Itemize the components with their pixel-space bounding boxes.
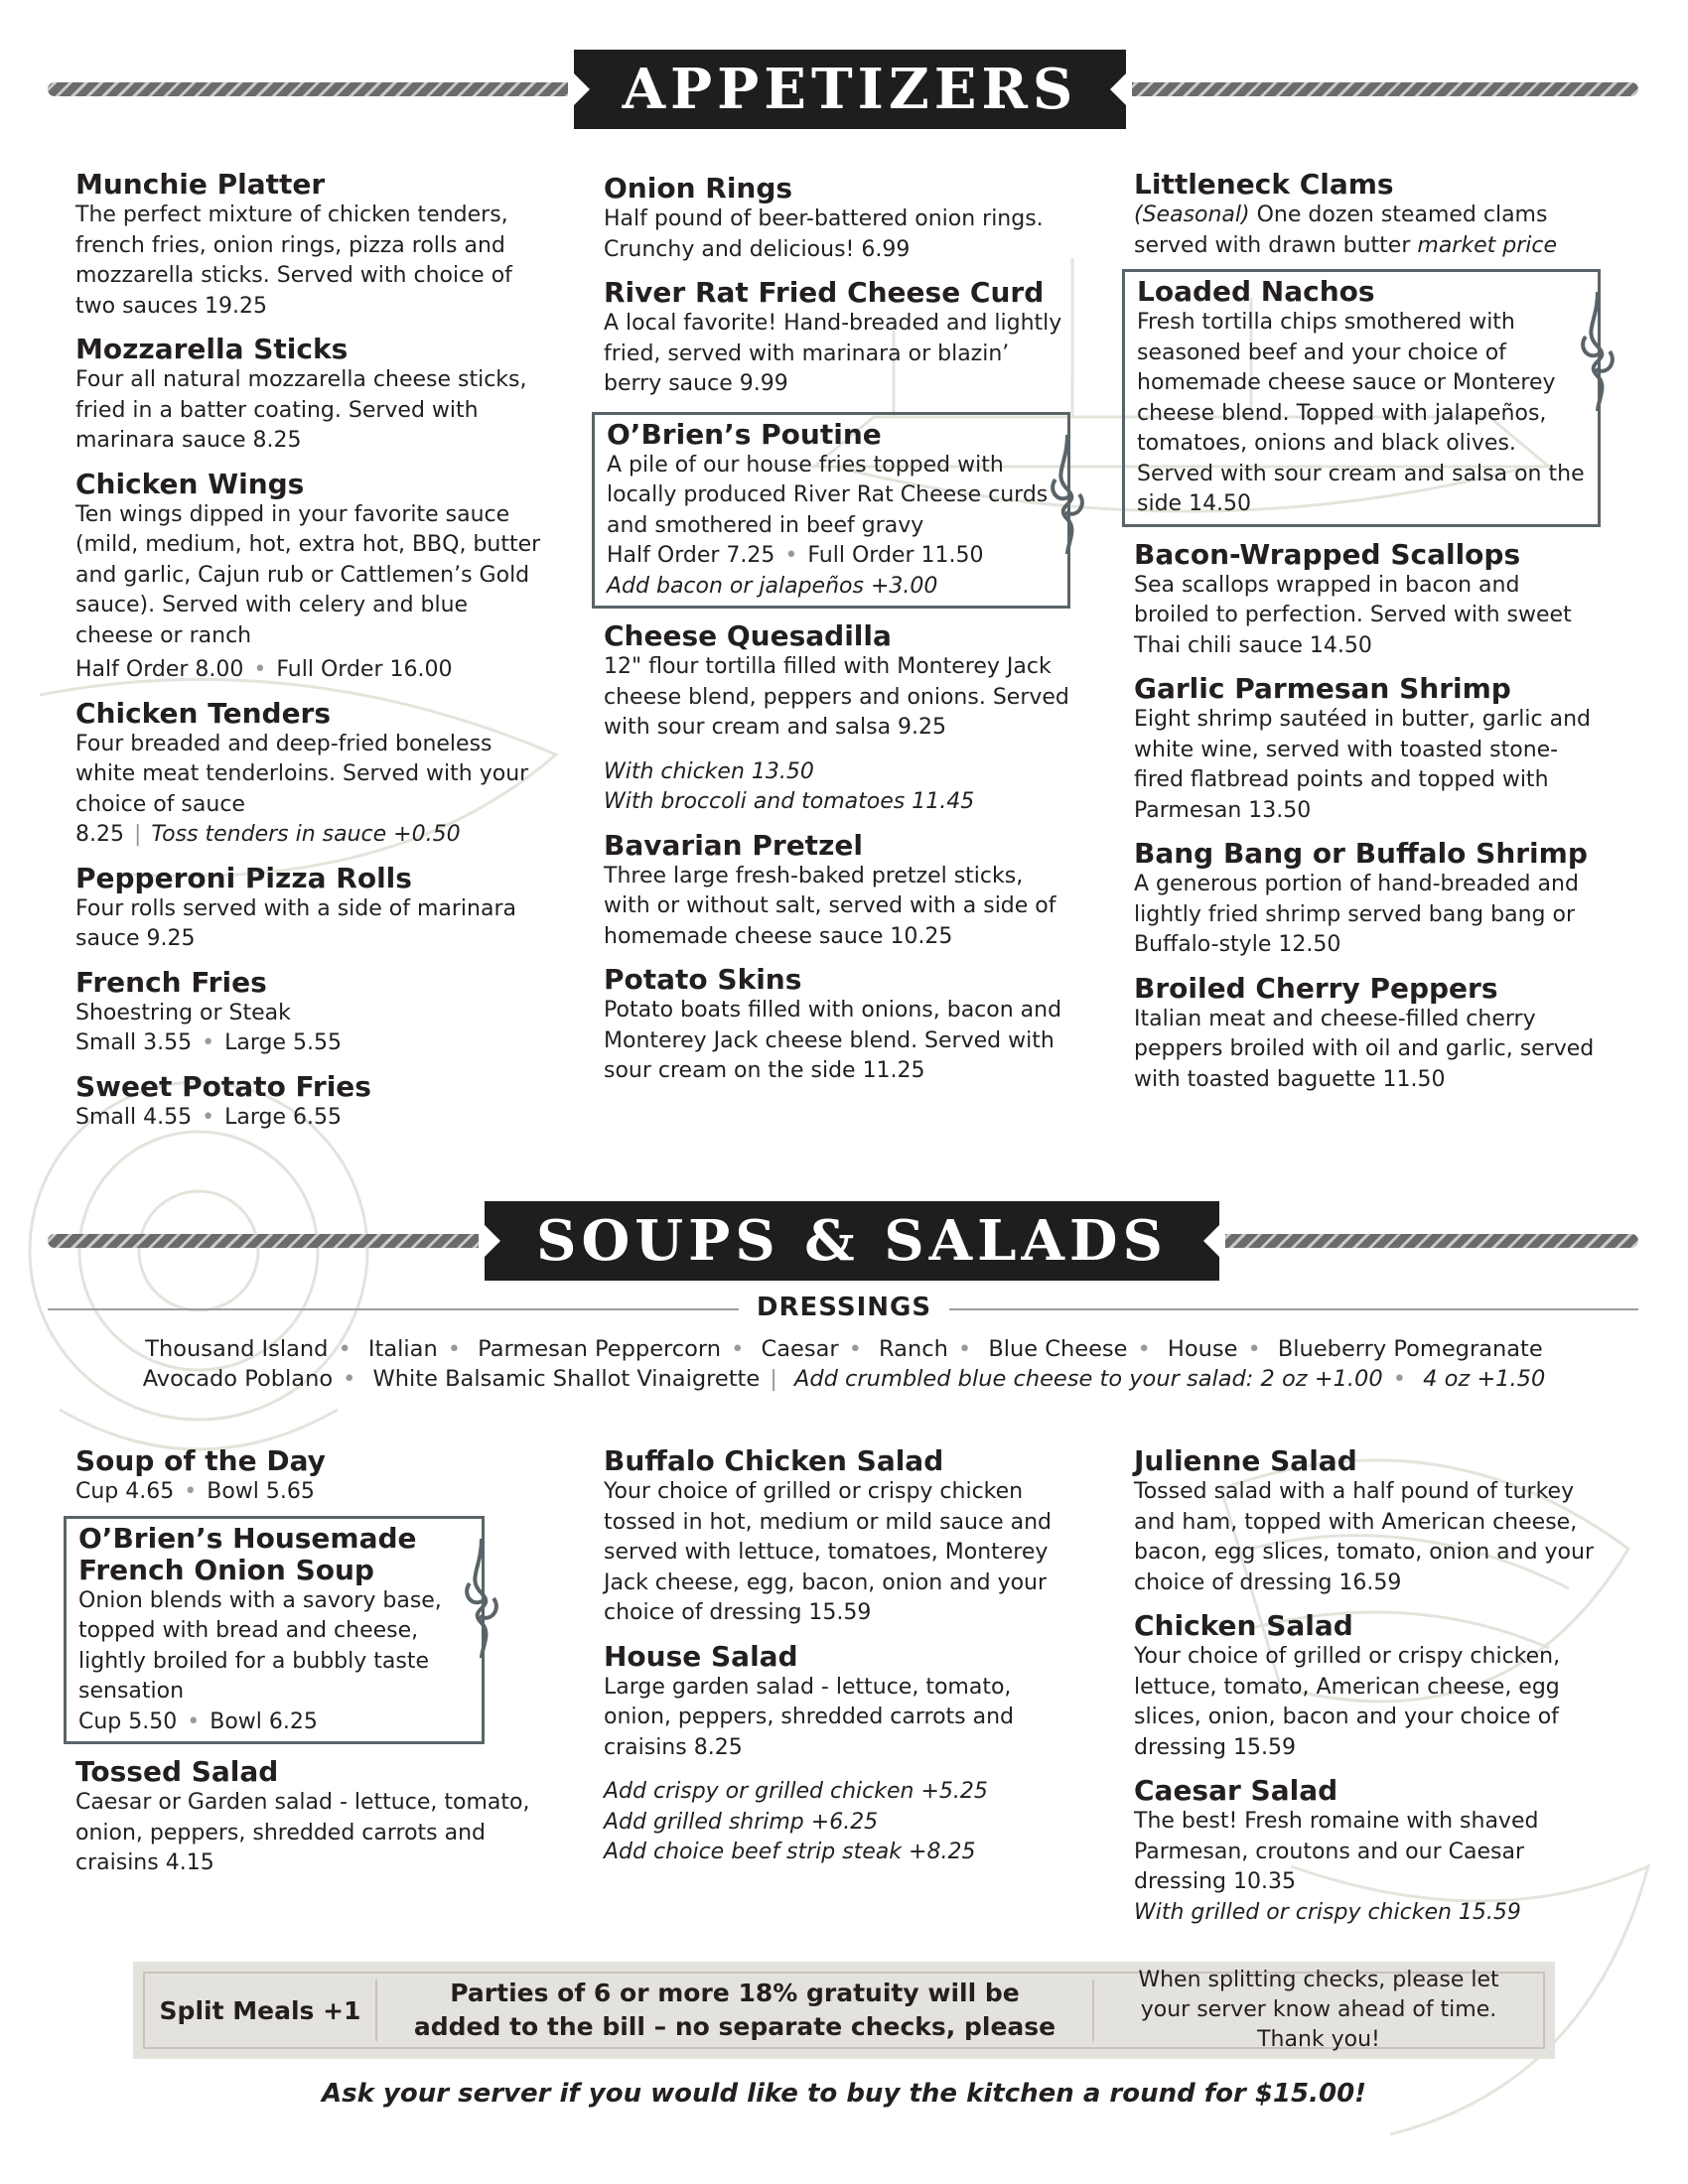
item-name: Bang Bang or Buffalo Shrimp — [1134, 837, 1588, 870]
large-price: Large 5.55 — [224, 1030, 342, 1055]
full-price: Full Order 16.00 — [276, 657, 453, 682]
item-desc: 12" flour tortilla filled with Monterey Jack cheese blend, peppers and onions. Served with sour cream and salsa 9.25 — [604, 654, 1069, 740]
item-prices: Small 4.55 • Large 6.55 — [75, 1104, 342, 1130]
item-name: Chicken Salad — [1134, 1609, 1353, 1642]
dressings-row-2: Avocado Poblano • White Balsamic Shallot Vinaigrette | Add crumbled blue cheese to your salad: 2 oz +1.00 • 4 oz +1.50 — [142, 1366, 1546, 1392]
item-name: Caesar Salad — [1134, 1774, 1338, 1807]
appetizers-banner-row — [48, 50, 1638, 129]
item-name: Munchie Platter — [75, 168, 326, 201]
menu-item — [604, 277, 1070, 400]
dressings-row-1: Thousand Island • Italian • Parmesan Peppercorn • Caesar • Ranch • Blue Cheese • House • Blueberry Pomegranate — [145, 1336, 1543, 1362]
item-name: Garlic Parmesan Shrimp — [1134, 672, 1511, 705]
appetizers-heading: APPETIZERS — [574, 50, 1126, 129]
item-desc: A pile of our house fries topped with locally produced River Rat Cheese curds and smothered in beef gravy — [607, 452, 1049, 538]
item-desc: Three large fresh-baked pretzel sticks, with or without salt, served with a side of homemade cheese sauce 10.25 — [604, 863, 1056, 949]
dressing: House — [1167, 1336, 1238, 1362]
dressing: Blueberry Pomegranate — [1277, 1336, 1543, 1362]
item-desc: Ten wings dipped in your favorite sauce (mild, medium, hot, extra hot, BBQ, butter and garlic, Cajun rub or Cattlemen’s Gold sauce). Served with celery and blue cheese or ranch — [75, 501, 541, 648]
item-prices: Half Order 7.25 • Full Order 11.50 — [607, 543, 984, 568]
rope-knot-icon — [1048, 435, 1087, 554]
dressing: Avocado Poblano — [142, 1366, 334, 1392]
item-desc: Onion blends with a savory base, topped with bread and cheese, lightly broiled for a bubbly taste sensation — [78, 1587, 442, 1704]
menu-item — [604, 1445, 1070, 1629]
item-desc: Italian meat and cheese-filled cherry peppers broiled with oil and garlic, served with toasted baguette 11.50 — [1134, 1006, 1595, 1092]
small-price: Small 3.55 — [75, 1030, 193, 1055]
add-on: With grilled or crispy chicken 15.59 — [1134, 1899, 1521, 1925]
clams-desc: One dozen steamed clams served with drawn butter — [1134, 203, 1548, 258]
menu-item — [604, 964, 1070, 1087]
kitchen-round-note: Ask your server if you would like to buy the kitchen a round for $15.00! — [321, 2079, 1367, 2109]
policy-box — [133, 1962, 1555, 2059]
menu-item — [75, 469, 542, 686]
cup-price: Cup 5.50 — [78, 1708, 178, 1734]
soups-column-2 — [604, 1445, 1070, 1880]
full-price: Full Order 11.50 — [807, 543, 984, 568]
half-price: Half Order 7.25 — [607, 543, 775, 568]
soups-column-1 — [75, 1445, 542, 1891]
item-prices: Small 3.55 • Large 5.55 — [75, 1030, 342, 1055]
item-name: Sweet Potato Fries — [75, 1069, 371, 1103]
item-desc: Your choice of grilled or crispy chicken tossed in hot, medium or mild sauce and served with lettuce, tomatoes, Monterey Jack cheese, egg, bacon, onion and your choice of dressing 15.59 — [604, 1479, 1052, 1625]
item-desc — [1134, 201, 1601, 261]
dressing-addon: 4 oz +1.50 — [1423, 1366, 1546, 1392]
item-desc: A local favorite! Hand-breaded and lightly fried, served with marinara or blazin’ berry sauce 9.99 — [604, 311, 1062, 396]
featured-item-box — [1122, 269, 1601, 527]
item-desc: Four all natural mozzarella cheese sticks, fried in a batter coating. Served with marinara sauce 8.25 — [75, 367, 527, 453]
splitting-notice — [1094, 1968, 1543, 2052]
menu-item — [604, 620, 1070, 818]
bowl-price: Bowl 6.25 — [210, 1708, 318, 1734]
item-name: Mozzarella Sticks — [75, 333, 349, 365]
item-desc: The perfect mixture of chicken tenders, french fries, onion rings, pizza rolls and mozzarella sticks. Served with choice of two sauces 19.25 — [75, 203, 512, 319]
dressing: Blue Cheese — [988, 1336, 1128, 1362]
menu-item — [75, 698, 542, 851]
item-name: Loaded Nachos — [1137, 275, 1375, 308]
add-on: Add crispy or grilled chicken +5.25 — [604, 1779, 988, 1804]
add-on: Add grilled shrimp +6.25 — [604, 1809, 879, 1835]
menu-item — [75, 967, 542, 1059]
menu-item — [75, 334, 542, 457]
item-name: O’Brien’s Poutine — [607, 417, 882, 451]
appetizers-column-1 — [75, 169, 542, 1145]
item-option: With chicken 13.50 — [604, 758, 814, 784]
rope-knot-icon — [1578, 292, 1618, 411]
appetizers-column-2 — [604, 173, 1070, 1099]
item-desc: Four rolls served with a side of marinara sauce 9.25 — [75, 895, 516, 951]
large-price: Large 6.55 — [224, 1104, 342, 1130]
dressing: Thousand Island — [145, 1336, 329, 1362]
menu-item — [75, 169, 542, 322]
item-name: Buffalo Chicken Salad — [604, 1444, 944, 1477]
soups-salads-heading: SOUPS & SALADS — [485, 1201, 1219, 1281]
gratuity-notice — [377, 1974, 1092, 2047]
item-desc: Sea scallops wrapped in bacon and broiled to perfection. Served with sweet Thai chili sauce 14.50 — [1134, 572, 1572, 658]
dressing: Ranch — [879, 1336, 948, 1362]
item-name: Soup of the Day — [75, 1444, 326, 1477]
menu-item — [1134, 1445, 1601, 1598]
item-desc: Half pound of beer-battered onion rings. Crunchy and delicious! 6.99 — [604, 206, 1044, 262]
menu-item — [604, 830, 1070, 953]
item-name: O’Brien’s Housemade French Onion Soup — [78, 1521, 417, 1586]
add-on: Add choice beef strip steak +8.25 — [604, 1840, 976, 1864]
item-prices: Cup 5.50 • Bowl 6.25 — [78, 1708, 318, 1734]
item-name: Broiled Cherry Peppers — [1134, 971, 1498, 1005]
gratuity-text: Parties of 6 or more 18% gratuity will be added to the bill – no separate checks, please — [413, 1979, 1056, 2041]
dressing: Caesar — [761, 1336, 839, 1362]
item-name: Potato Skins — [604, 963, 802, 996]
soups-column-3 — [1134, 1445, 1601, 1940]
add-on: Toss tenders in sauce +0.50 — [151, 822, 461, 847]
item-desc: Large garden salad - lettuce, tomato, onion, peppers, shredded carrots and craisins 8.25 — [604, 1674, 1015, 1760]
item-desc: A generous portion of hand-breaded and lightly fried shrimp served bang bang or Buffalo-style 12.50 — [1134, 872, 1579, 957]
menu-item — [75, 863, 542, 955]
item-name: Julienne Salad — [1134, 1444, 1357, 1477]
item-desc: Potato boats filled with onions, bacon and Monterey Jack cheese blend. Served with sour cream on the side 11.25 — [604, 998, 1062, 1083]
splitting-text: When splitting checks, please let your server know ahead of time. Thank you! — [1138, 1968, 1499, 2052]
menu-item — [1134, 1610, 1601, 1763]
dressing: Parmesan Peppercorn — [478, 1336, 722, 1362]
item-prices: Half Order 8.00 • Full Order 16.00 — [75, 657, 453, 682]
price: 8.25 — [75, 822, 124, 847]
menu-item — [75, 1445, 542, 1508]
item-desc: Eight shrimp sautéed in butter, garlic and white wine, served with toasted stone-fired flatbread points and topped with Parmesan 13.50 — [1134, 707, 1592, 823]
item-option: With broccoli and tomatoes 11.45 — [604, 789, 975, 814]
half-price: Half Order 8.00 — [75, 657, 244, 682]
menu-item — [1134, 673, 1601, 826]
add-on: Add bacon or jalapeños +3.00 — [607, 573, 938, 599]
menu-item — [75, 1756, 542, 1879]
policy-box-inner — [143, 1968, 1545, 2052]
menu-item — [1134, 539, 1601, 662]
menu-item — [75, 1071, 542, 1134]
item-name: River Rat Fried Cheese Curd — [604, 276, 1045, 309]
dressings-title-text: DRESSINGS — [739, 1293, 949, 1322]
menu-item — [604, 1641, 1070, 1868]
item-desc: Four breaded and deep-fried boneless white meat tenderloins. Served with your choice of sauce — [75, 731, 529, 817]
menu-item — [1134, 169, 1601, 261]
item-desc: The best! Fresh romaine with shaved Parmesan, croutons and our Caesar dressing 10.35 — [1134, 1809, 1539, 1894]
split-meals — [145, 1974, 375, 2047]
item-desc: Fresh tortilla chips smothered with seasoned beef and your choice of homemade cheese sauce or Monterey cheese blend. Topped with jalapeños, tomatoes, onions and black olives. Served with sour cream and salsa on the side 14.50 — [1137, 310, 1585, 516]
item-name: Chicken Wings — [75, 467, 305, 500]
appetizers-column-3 — [1134, 169, 1601, 1107]
small-price: Small 4.55 — [75, 1104, 193, 1130]
soups-salads-banner-row — [48, 1201, 1638, 1281]
item-name: Tossed Salad — [75, 1755, 279, 1788]
menu-item — [604, 173, 1070, 265]
item-desc: Shoestring or Steak — [75, 1000, 291, 1025]
item-name: Littleneck Clams — [1134, 168, 1394, 201]
item-name: Bavarian Pretzel — [604, 828, 863, 862]
item-name: Onion Rings — [604, 172, 793, 205]
item-name: Chicken Tenders — [75, 696, 332, 730]
item-desc: Your choice of grilled or crispy chicken, lettuce, tomato, American cheese, egg slices, onion, bacon and your choice of dressing 15.59 — [1134, 1644, 1561, 1760]
dressings-title — [0, 1293, 1688, 1322]
item-name: Cheese Quesadilla — [604, 619, 892, 652]
item-desc: Caesar or Garden salad - lettuce, tomato, onion, peppers, shredded carrots and craisins 4.15 — [75, 1790, 530, 1875]
dressing: White Balsamic Shallot Vinaigrette — [372, 1366, 761, 1392]
item-name: Pepperoni Pizza Rolls — [75, 861, 412, 894]
item-name: House Salad — [604, 1639, 798, 1673]
item-prices: Cup 4.65 • Bowl 5.65 — [75, 1479, 315, 1504]
split-meals-text: Split Meals +1 — [159, 1995, 361, 2025]
seasonal-tag: (Seasonal) — [1134, 203, 1250, 227]
item-prices: 8.25 | Toss tenders in sauce +0.50 — [75, 822, 461, 847]
menu-item — [1134, 973, 1601, 1096]
item-name: French Fries — [75, 965, 267, 999]
rope-knot-icon — [462, 1539, 501, 1658]
featured-item-box — [592, 412, 1070, 610]
item-desc: Tossed salad with a half pound of turkey and ham, topped with American cheese, bacon, egg slices, tomato, onion and your choice of dressing 16.59 — [1134, 1479, 1594, 1595]
menu-item — [1134, 1775, 1601, 1928]
dressing-addon: Add crumbled blue cheese to your salad: 2 oz +1.00 — [793, 1366, 1383, 1392]
dressing: Italian — [367, 1336, 438, 1362]
price: market price — [1417, 232, 1557, 258]
menu-item — [1134, 838, 1601, 961]
item-name: Bacon-Wrapped Scallops — [1134, 537, 1521, 571]
bowl-price: Bowl 5.65 — [207, 1479, 315, 1504]
featured-item-box — [64, 1516, 485, 1745]
cup-price: Cup 4.65 — [75, 1479, 175, 1504]
